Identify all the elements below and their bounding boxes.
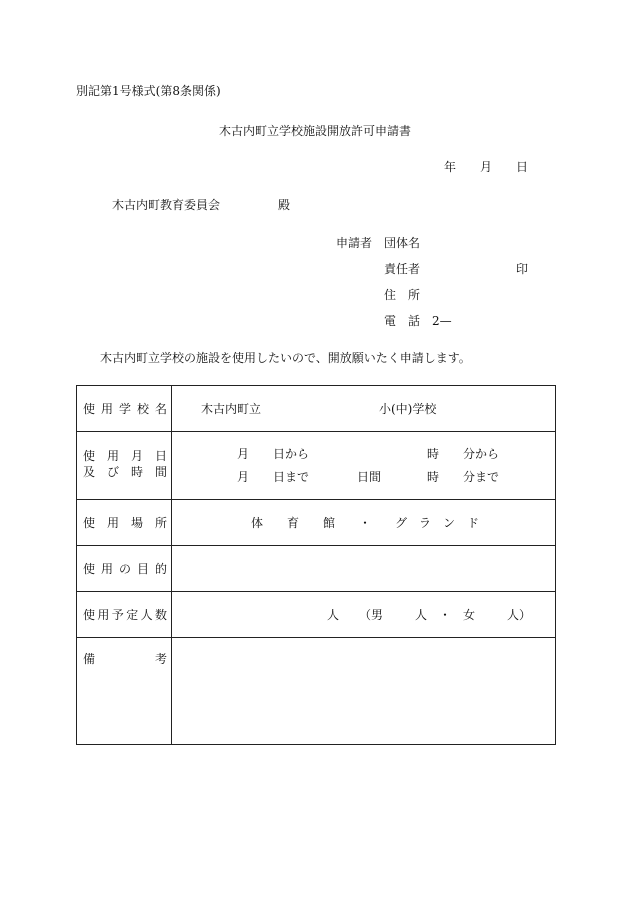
people-total-unit: 人: [327, 608, 340, 622]
school-name-field[interactable]: [267, 394, 377, 422]
address-label: 住 所: [384, 288, 421, 302]
phone-prefix: 2—: [432, 314, 452, 328]
row-divider: [77, 431, 555, 432]
start-hour-unit: 時: [427, 447, 440, 461]
purpose-label: 使用の目的: [83, 562, 167, 576]
responsible-person-label: 責任者: [384, 262, 421, 276]
place-option-gym[interactable]: 体 育 館: [251, 516, 336, 530]
people-separator: ・: [439, 608, 452, 622]
row-divider: [77, 499, 555, 500]
school-name-prefix: 木古内町立: [201, 402, 262, 416]
place-label: 使用場所: [83, 516, 167, 530]
end-month-unit: 月: [237, 470, 250, 484]
application-table: [76, 385, 556, 745]
row-divider: [77, 591, 555, 592]
date-month-label: 月: [480, 160, 493, 174]
addressee-honorific: 殿: [278, 198, 291, 212]
phone-label: 電 話: [384, 314, 421, 328]
remarks-label-right: 考: [155, 652, 168, 666]
people-count-label: 使用予定人数: [83, 608, 167, 622]
row-divider: [77, 545, 555, 546]
column-divider: [171, 386, 172, 744]
datetime-label-line1: 使用月日: [83, 449, 167, 463]
datetime-label-line2: 及び時間: [83, 465, 167, 479]
application-statement: 木古内町立学校の施設を使用したいので、開放願いたく申請します。: [100, 351, 471, 365]
form-reference: 別記第1号様式(第8条関係): [76, 84, 221, 98]
start-day-unit: 日から: [273, 447, 310, 461]
remarks-label-left: 備: [83, 652, 96, 666]
date-day-label: 日: [516, 160, 529, 174]
end-day-unit: 日まで: [273, 470, 310, 484]
date-year-label: 年: [444, 160, 457, 174]
end-hour-unit: 時: [427, 470, 440, 484]
people-male-label: （男: [359, 608, 384, 622]
people-female-label: 女: [463, 608, 476, 622]
start-month-unit: 月: [237, 447, 250, 461]
applicant-label: 申請者: [336, 236, 373, 250]
people-female-unit: 人）: [507, 608, 532, 622]
row-divider: [77, 637, 555, 638]
form-title: 木古内町立学校施設開放許可申請書: [218, 124, 411, 138]
group-name-label: 団体名: [384, 236, 421, 250]
start-minute-unit: 分から: [463, 447, 500, 461]
school-name-label: 使用学校名: [83, 402, 167, 416]
duration-days-unit: 日間: [357, 470, 382, 484]
place-option-ground[interactable]: グ ラ ン ド: [395, 516, 480, 530]
end-minute-unit: 分まで: [463, 470, 500, 484]
school-name-suffix: 小(中)学校: [379, 402, 437, 416]
place-separator: ・: [359, 516, 372, 530]
people-male-unit: 人: [415, 608, 428, 622]
addressee-name: 木古内町教育委員会: [112, 198, 221, 212]
seal-mark: 印: [516, 262, 529, 276]
